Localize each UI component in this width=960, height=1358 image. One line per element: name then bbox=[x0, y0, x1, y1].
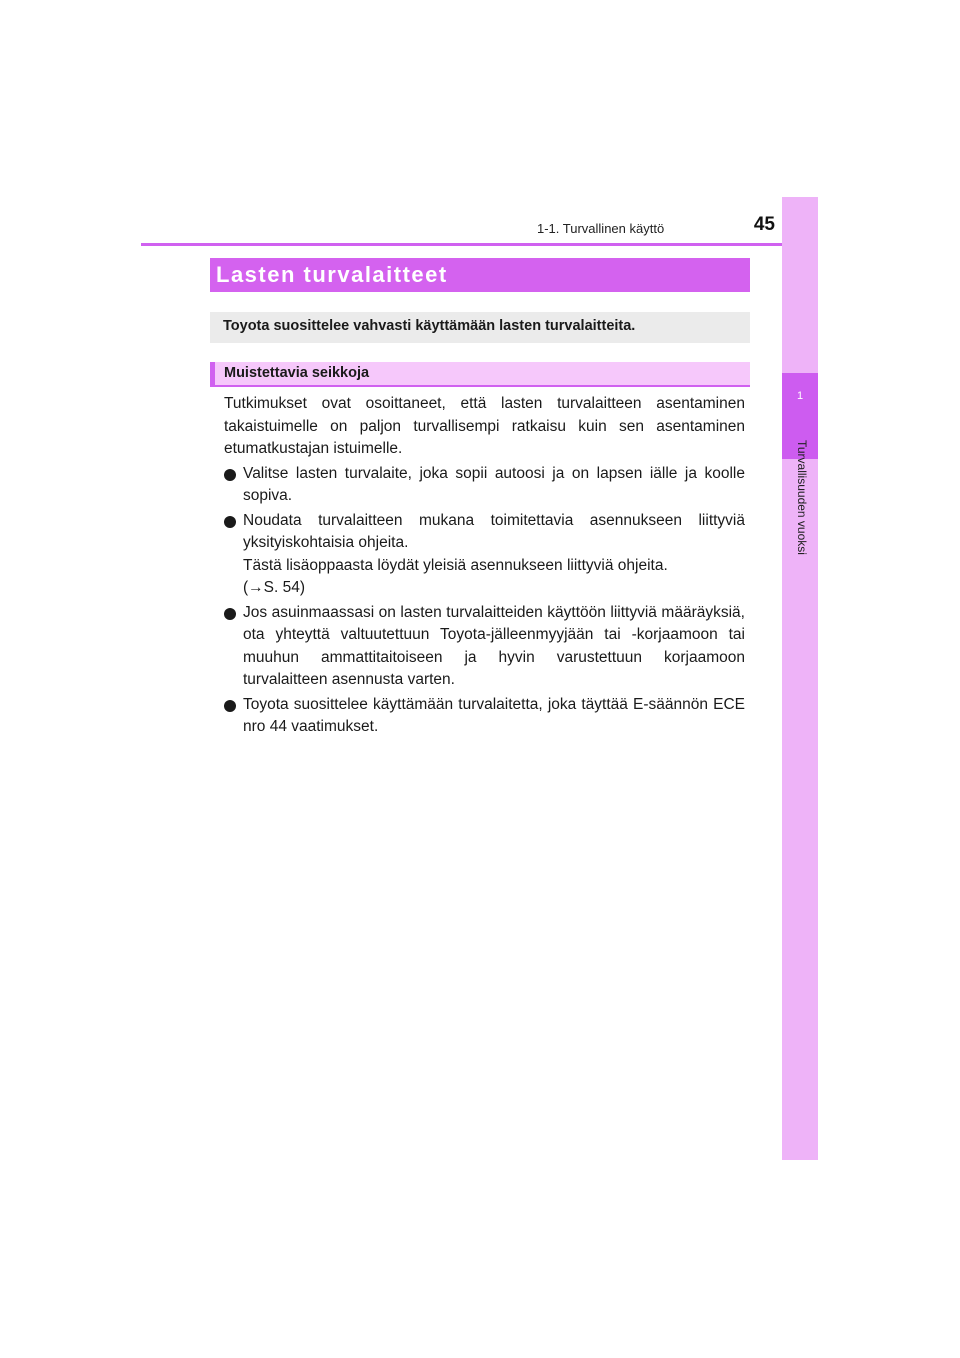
subheading-accent bbox=[210, 362, 215, 387]
bullet-icon bbox=[224, 469, 236, 481]
chapter-title: Turvallisuuden vuoksi bbox=[795, 440, 809, 555]
page-reference: (→S. 54) bbox=[243, 579, 306, 596]
bullet-icon bbox=[224, 516, 236, 528]
list-item-text: Valitse lasten turvalaite, joka sopii autoosi ja on lapsen iälle ja koolle sopiva. bbox=[243, 464, 745, 504]
list-item bbox=[224, 694, 745, 739]
list-item-text: Noudata turvalaitteen mukana toimitettavia asennukseen liittyviä yksityiskohtaisia ohjeita. bbox=[243, 511, 745, 551]
subheading-text: Muistettavia seikkoja bbox=[224, 365, 370, 381]
list-item bbox=[224, 463, 745, 508]
bullet-icon bbox=[224, 700, 236, 712]
side-tab-background bbox=[782, 197, 818, 1160]
list-item bbox=[224, 510, 745, 600]
section-reference: 1-1. Turvallinen käyttö bbox=[537, 221, 665, 236]
page-number: 45 bbox=[753, 214, 775, 235]
header-divider bbox=[141, 243, 818, 246]
intro-paragraph: Tutkimukset ovat osoittaneet, että lasten turvalaitteen asentaminen takaistuimelle on paljon turvallisempi ratkaisu kuin sen asentaminen etumatkustajan istuimelle. bbox=[224, 395, 745, 457]
subheading-bar bbox=[210, 362, 750, 387]
bullet-icon bbox=[224, 608, 236, 620]
page-title: Lasten turvalaitteet bbox=[216, 262, 448, 287]
chapter-number: 1 bbox=[796, 390, 804, 402]
section-title-bar bbox=[210, 258, 750, 292]
lead-box bbox=[210, 312, 750, 343]
list-item-text: Jos asuinmaassasi on lasten turvalaitteiden käyttöön liittyviä määräyksiä, ota yhteyttä valtuutettuun Toyota-jälleenmyyjään tai -korjaamoon tai muuhun ammattitaitoiseen ja hyvin varustettuun korjaamoon turvalaitteen asennusta varten. bbox=[243, 603, 745, 688]
body-content bbox=[224, 393, 745, 741]
lead-text: Toyota suosittelee vahvasti käyttämään lasten turvalaitteita. bbox=[223, 318, 636, 334]
list-item bbox=[224, 602, 745, 692]
list-item-text: Toyota suosittelee käyttämään turvalaitetta, joka täyttää E-säännön ECE nro 44 vaatimukset. bbox=[243, 695, 745, 735]
list-item-extra-text: Tästä lisäoppaasta löydät yleisiä asennukseen liittyviä ohjeita. bbox=[243, 556, 668, 574]
